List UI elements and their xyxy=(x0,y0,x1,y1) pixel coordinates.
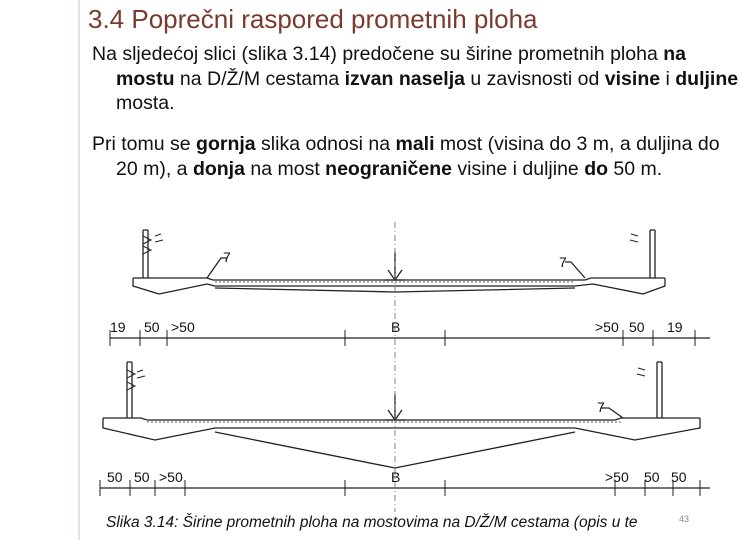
top-dim-left-3: >50 xyxy=(171,319,195,335)
top-dim-center: B xyxy=(391,319,401,335)
paragraph2-run: visine i duljine xyxy=(451,157,585,180)
top-leader-left-label: 7 xyxy=(223,249,231,265)
paragraph1-run: visine xyxy=(604,67,661,90)
paragraph2-run: do xyxy=(584,157,609,180)
paragraph-2 xyxy=(92,132,741,181)
paragraph2-run: mali xyxy=(395,133,435,155)
paragraph1-run: duljine xyxy=(675,67,739,90)
paragraph1-run: izvan naselja xyxy=(344,67,465,90)
paragraph2-run: Pri tomu se xyxy=(92,133,197,155)
bottom-dim-left-3: >50 xyxy=(159,469,183,485)
paragraph2-run: na most xyxy=(244,157,326,180)
paragraph1-run: na D/Ž/M cestama xyxy=(174,67,345,90)
paragraph2-run: gornja xyxy=(196,133,256,155)
paragraph1-run: i xyxy=(660,67,676,90)
page-number: 43 xyxy=(679,514,690,524)
top-dim-left-1: 19 xyxy=(110,319,126,335)
paragraph2-run: 50 m. xyxy=(608,157,663,180)
bottom-dim-left-1: 50 xyxy=(107,469,123,485)
paragraph2-run: donja xyxy=(192,157,245,180)
paragraph-1 xyxy=(92,42,741,116)
top-leader-right-label: 7 xyxy=(559,254,567,270)
paragraph2-run: neograničene xyxy=(325,157,452,180)
bottom-dim-right-2: 50 xyxy=(644,469,660,485)
paragraph1-run: mosta. xyxy=(116,92,175,114)
paragraph1-run: u zavisnosti od xyxy=(464,67,605,90)
figure-caption: Slika 3.14: Širine prometnih ploha na mostovima na D/Ž/M cestama (opis u te xyxy=(106,514,638,531)
bridge-cross-section-figure xyxy=(95,222,720,512)
paragraph2-run: most (visina do 3 m, a duljina do 20 m), a xyxy=(116,133,720,180)
top-dim-right-1: >50 xyxy=(595,319,619,335)
paragraph1-run: na mostu xyxy=(116,43,686,90)
bottom-dim-right-3: 50 xyxy=(671,469,687,485)
bottom-dim-right-1: >50 xyxy=(605,469,629,485)
bottom-leader-right-label: 7 xyxy=(597,399,605,415)
slide-left-rule xyxy=(78,0,80,540)
slide-title: 3.4 Poprečni raspored prometnih ploha xyxy=(88,4,538,34)
paragraph2-run: slika odnosi na xyxy=(255,133,396,155)
top-dim-right-2: 50 xyxy=(629,319,645,335)
top-bridge-diagram xyxy=(110,230,710,346)
top-dim-right-3: 19 xyxy=(667,319,683,335)
bottom-dim-left-2: 50 xyxy=(134,469,150,485)
top-dim-left-2: 50 xyxy=(144,319,160,335)
paragraph1-run: Na sljedećoj slici (slika 3.14) predočene su širine prometnih ploha xyxy=(92,43,664,65)
bottom-dim-center: B xyxy=(391,469,401,485)
